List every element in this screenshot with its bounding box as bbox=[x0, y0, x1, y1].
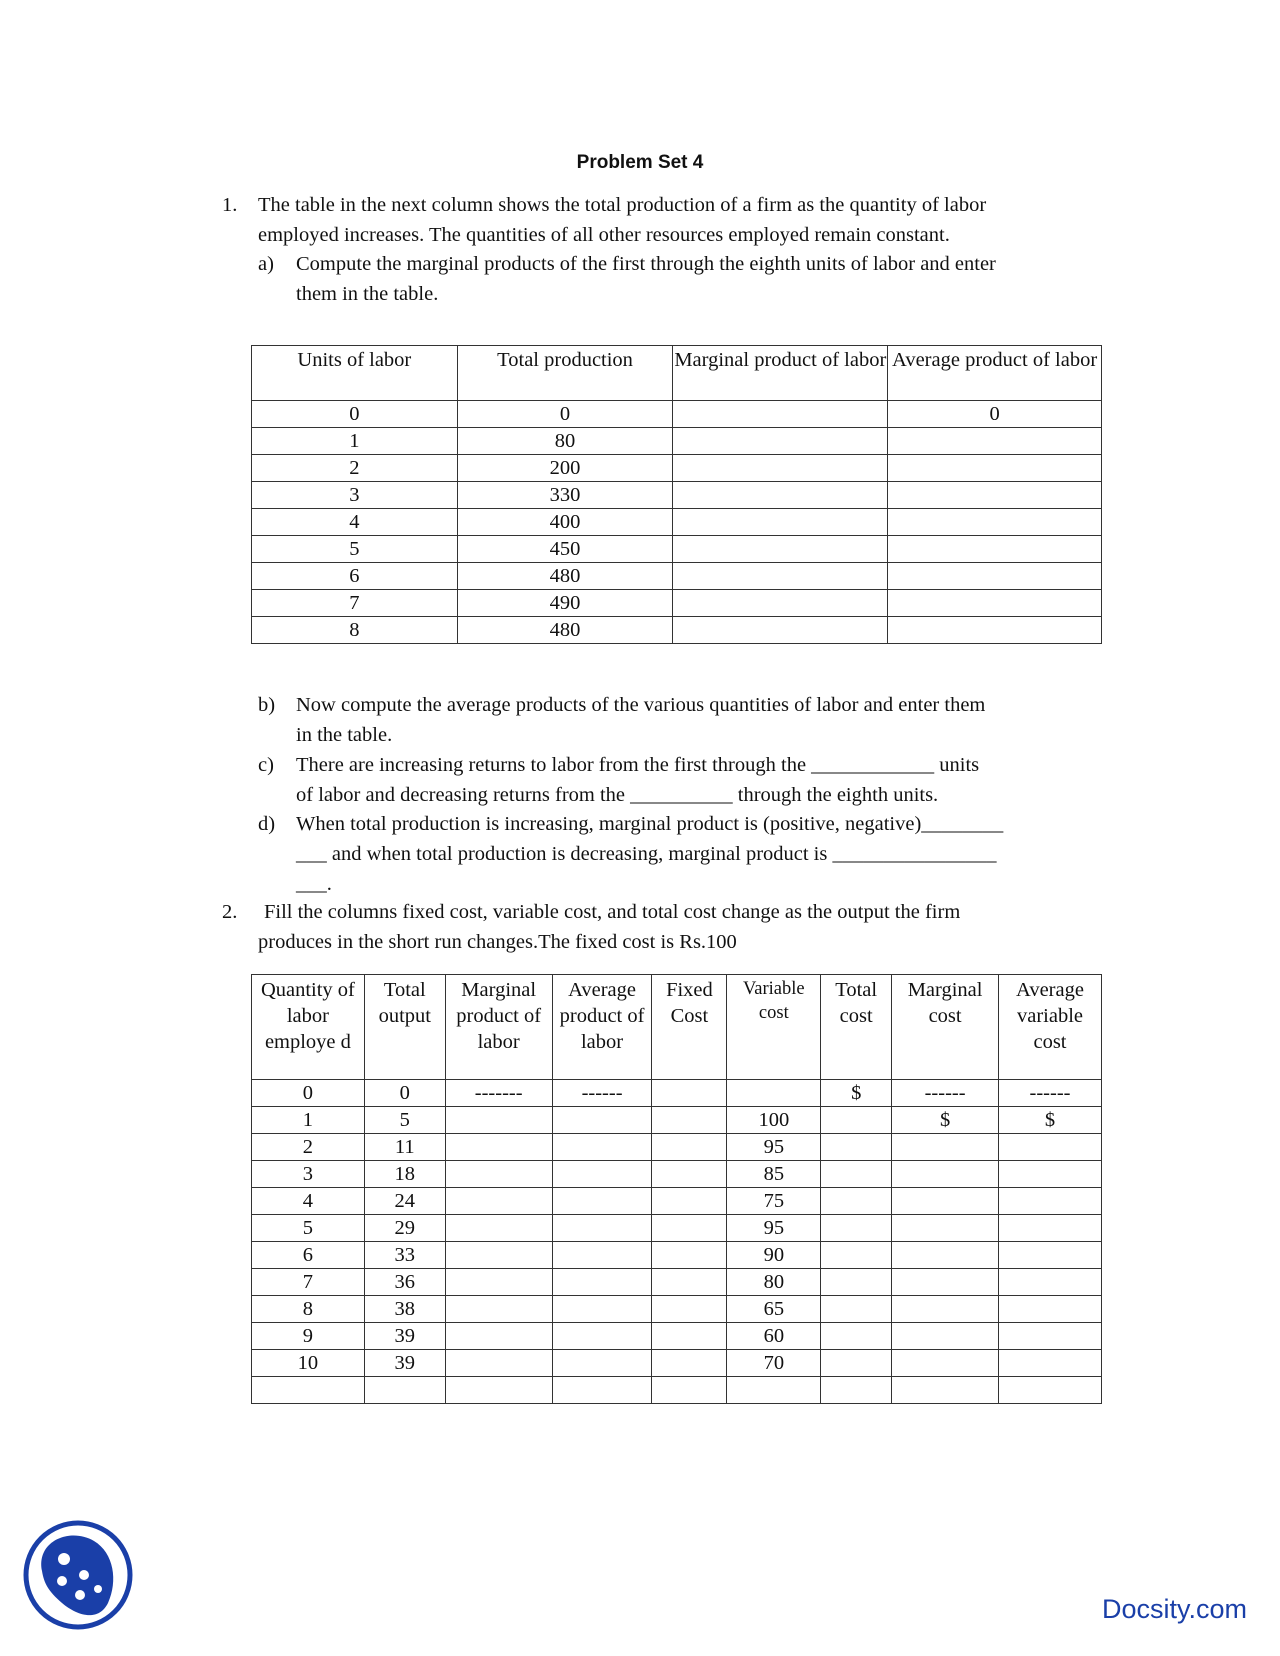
table-row bbox=[252, 1215, 1102, 1242]
q1-a-label: a) bbox=[258, 253, 274, 275]
q1-d-label: d) bbox=[258, 813, 276, 835]
table-cell bbox=[892, 1161, 999, 1188]
table-cell bbox=[999, 1215, 1102, 1242]
table-row bbox=[252, 1080, 1102, 1107]
table-row bbox=[252, 509, 1102, 536]
table-cell bbox=[652, 1161, 727, 1188]
table-cell: 5 bbox=[252, 1215, 365, 1242]
table-cell bbox=[445, 1215, 552, 1242]
header-total-cost: Total cost bbox=[821, 975, 892, 1080]
table-cell: 480 bbox=[457, 617, 673, 644]
header-marginal-product: Marginal product of labor bbox=[445, 975, 552, 1080]
table-cell: 8 bbox=[252, 617, 458, 644]
table-cell bbox=[821, 1269, 892, 1296]
table-header-row bbox=[252, 975, 1102, 1080]
table-cell bbox=[892, 1242, 999, 1269]
header-average-product: Average product of labor bbox=[888, 346, 1102, 401]
table-cell bbox=[821, 1377, 892, 1404]
table-cell bbox=[821, 1188, 892, 1215]
table-cell: 0 bbox=[364, 1080, 445, 1107]
table-cell: 2 bbox=[252, 1134, 365, 1161]
table-row bbox=[252, 482, 1102, 509]
question-2-intro-line1: Fill the columns fixed cost, variable cost, and total cost change as the output the firm bbox=[264, 901, 961, 923]
table-cell bbox=[999, 1296, 1102, 1323]
table-cell bbox=[888, 455, 1102, 482]
table-cell: 4 bbox=[252, 1188, 365, 1215]
table-cell: 6 bbox=[252, 563, 458, 590]
header-marginal-cost: Marginal cost bbox=[892, 975, 999, 1080]
header-quantity-of-labor: Quantity of labor employe d bbox=[252, 975, 365, 1080]
table-cell: 200 bbox=[457, 455, 673, 482]
table-cell bbox=[888, 617, 1102, 644]
brand-name[interactable]: Docsity.com bbox=[1102, 1594, 1248, 1624]
table-row bbox=[252, 1296, 1102, 1323]
table-cell bbox=[821, 1134, 892, 1161]
table-cell bbox=[999, 1350, 1102, 1377]
table-cell bbox=[445, 1269, 552, 1296]
table-cell bbox=[821, 1350, 892, 1377]
question-1-intro-line1: The table in the next column shows the total production of a firm as the quantity of labor bbox=[258, 194, 987, 216]
table-cell bbox=[652, 1134, 727, 1161]
table-cell bbox=[445, 1161, 552, 1188]
table-cell bbox=[552, 1377, 652, 1404]
table-cell bbox=[892, 1188, 999, 1215]
table-cell bbox=[252, 1377, 365, 1404]
table-cell bbox=[552, 1134, 652, 1161]
table-row bbox=[252, 1242, 1102, 1269]
table-cell bbox=[888, 482, 1102, 509]
labor-production-table bbox=[251, 345, 1102, 644]
table-cell bbox=[673, 455, 888, 482]
table-cell bbox=[888, 428, 1102, 455]
page-title: Problem Set 4 bbox=[576, 152, 704, 173]
table-cell: 400 bbox=[457, 509, 673, 536]
table-cell bbox=[652, 1269, 727, 1296]
table-cell bbox=[552, 1269, 652, 1296]
table-cell bbox=[552, 1107, 652, 1134]
table-cell bbox=[821, 1161, 892, 1188]
table-cell bbox=[552, 1242, 652, 1269]
table-cell bbox=[673, 401, 888, 428]
table-row bbox=[252, 536, 1102, 563]
table-cell bbox=[552, 1296, 652, 1323]
header-total-output: Total output bbox=[364, 975, 445, 1080]
q1-b-label: b) bbox=[258, 694, 276, 716]
labor-production-table-body bbox=[252, 401, 1102, 644]
table-cell bbox=[364, 1377, 445, 1404]
table-cell: 5 bbox=[364, 1107, 445, 1134]
table-cell bbox=[673, 428, 888, 455]
table-cell: 95 bbox=[727, 1134, 821, 1161]
table-cell: 18 bbox=[364, 1161, 445, 1188]
table-cell bbox=[652, 1323, 727, 1350]
table-cell: 95 bbox=[727, 1215, 821, 1242]
header-average-variable-cost: Average variable cost bbox=[999, 975, 1102, 1080]
table-cell bbox=[673, 563, 888, 590]
table-cell: 1 bbox=[252, 1107, 365, 1134]
table-cell: ------ bbox=[552, 1080, 652, 1107]
header-variable-cost: Variable cost bbox=[727, 975, 821, 1080]
table-cell bbox=[821, 1296, 892, 1323]
table-cell bbox=[999, 1188, 1102, 1215]
table-cell: 75 bbox=[727, 1188, 821, 1215]
table-cell bbox=[445, 1107, 552, 1134]
table-cell: 39 bbox=[364, 1350, 445, 1377]
table-cell: 85 bbox=[727, 1161, 821, 1188]
table-row bbox=[252, 1377, 1102, 1404]
table-cell bbox=[445, 1377, 552, 1404]
table-cell: 11 bbox=[364, 1134, 445, 1161]
table-cell bbox=[652, 1215, 727, 1242]
table-cell: 4 bbox=[252, 509, 458, 536]
question-2-number: 2. bbox=[222, 901, 238, 923]
table-cell bbox=[892, 1377, 999, 1404]
table-cell bbox=[892, 1350, 999, 1377]
q1-c-line2: of labor and decreasing returns from the __________ through the eighth units. bbox=[296, 784, 939, 806]
header-units-of-labor: Units of labor bbox=[252, 346, 458, 401]
table-cell: $ bbox=[999, 1107, 1102, 1134]
table-cell bbox=[552, 1350, 652, 1377]
table-cell: 0 bbox=[457, 401, 673, 428]
table-cell bbox=[999, 1323, 1102, 1350]
header-average-product: Average product of labor bbox=[552, 975, 652, 1080]
table-cell: 80 bbox=[457, 428, 673, 455]
table-cell bbox=[888, 590, 1102, 617]
table-cell: 24 bbox=[364, 1188, 445, 1215]
table-cell bbox=[552, 1215, 652, 1242]
q1-b-line2: in the table. bbox=[296, 724, 393, 746]
table-row bbox=[252, 617, 1102, 644]
table-cell: 7 bbox=[252, 1269, 365, 1296]
table-cell bbox=[727, 1080, 821, 1107]
table-cell: 490 bbox=[457, 590, 673, 617]
table-cell: 9 bbox=[252, 1323, 365, 1350]
table-cell bbox=[888, 536, 1102, 563]
table-cell bbox=[652, 1107, 727, 1134]
q1-b-line1: Now compute the average products of the various quantities of labor and enter them bbox=[296, 694, 986, 716]
table-cell: 80 bbox=[727, 1269, 821, 1296]
q1-a-line1: Compute the marginal products of the first through the eighth units of labor and enter bbox=[296, 253, 996, 275]
table-cell bbox=[673, 482, 888, 509]
table-cell: ------ bbox=[892, 1080, 999, 1107]
table-cell: 29 bbox=[364, 1215, 445, 1242]
table-row bbox=[252, 428, 1102, 455]
table-cell bbox=[673, 536, 888, 563]
q1-d-line3: ___. bbox=[296, 873, 332, 895]
table-cell: ------- bbox=[445, 1080, 552, 1107]
table-cell bbox=[999, 1134, 1102, 1161]
table-cell: $ bbox=[892, 1107, 999, 1134]
table-cell: $ bbox=[821, 1080, 892, 1107]
table-cell: 330 bbox=[457, 482, 673, 509]
question-1-intro-line2: employed increases. The quantities of all other resources employed remain constant. bbox=[258, 224, 950, 246]
question-1-number: 1. bbox=[222, 194, 238, 216]
table-cell bbox=[445, 1134, 552, 1161]
q1-a-line2: them in the table. bbox=[296, 283, 439, 305]
table-cell bbox=[999, 1269, 1102, 1296]
table-cell bbox=[821, 1242, 892, 1269]
cost-table-body bbox=[252, 1080, 1102, 1404]
table-cell bbox=[552, 1161, 652, 1188]
table-row bbox=[252, 401, 1102, 428]
table-cell bbox=[652, 1080, 727, 1107]
table-row bbox=[252, 1107, 1102, 1134]
header-marginal-product: Marginal product of labor bbox=[673, 346, 888, 401]
table-cell: 480 bbox=[457, 563, 673, 590]
table-cell bbox=[892, 1323, 999, 1350]
table-row bbox=[252, 590, 1102, 617]
table-cell: 7 bbox=[252, 590, 458, 617]
table-header-row bbox=[252, 346, 1102, 401]
q1-d-line1: When total production is increasing, marginal product is (positive, negative)________ bbox=[296, 813, 1004, 835]
table-cell bbox=[673, 617, 888, 644]
table-row bbox=[252, 1134, 1102, 1161]
table-cell bbox=[888, 563, 1102, 590]
table-row bbox=[252, 1188, 1102, 1215]
table-cell: 3 bbox=[252, 1161, 365, 1188]
cost-table bbox=[251, 974, 1102, 1404]
table-cell: 100 bbox=[727, 1107, 821, 1134]
table-cell bbox=[727, 1377, 821, 1404]
table-row bbox=[252, 455, 1102, 482]
table-cell bbox=[821, 1107, 892, 1134]
table-cell: 0 bbox=[888, 401, 1102, 428]
table-cell: 0 bbox=[252, 1080, 365, 1107]
table-cell bbox=[888, 509, 1102, 536]
table-cell: 36 bbox=[364, 1269, 445, 1296]
table-cell: 65 bbox=[727, 1296, 821, 1323]
table-cell bbox=[652, 1350, 727, 1377]
table-row bbox=[252, 1323, 1102, 1350]
table-cell: 3 bbox=[252, 482, 458, 509]
table-cell: 5 bbox=[252, 536, 458, 563]
table-row bbox=[252, 563, 1102, 590]
table-cell bbox=[552, 1188, 652, 1215]
q1-c-label: c) bbox=[258, 754, 274, 776]
table-cell: 60 bbox=[727, 1323, 821, 1350]
table-cell bbox=[821, 1323, 892, 1350]
table-cell: ------ bbox=[999, 1080, 1102, 1107]
table-cell: 2 bbox=[252, 455, 458, 482]
table-cell: 90 bbox=[727, 1242, 821, 1269]
table-cell: 450 bbox=[457, 536, 673, 563]
header-fixed-cost: Fixed Cost bbox=[652, 975, 727, 1080]
table-cell bbox=[552, 1323, 652, 1350]
table-cell: 6 bbox=[252, 1242, 365, 1269]
table-cell bbox=[652, 1242, 727, 1269]
table-cell bbox=[821, 1215, 892, 1242]
table-cell bbox=[673, 509, 888, 536]
question-2-intro-line2: produces in the short run changes.The fixed cost is Rs.100 bbox=[258, 931, 737, 953]
table-cell: 38 bbox=[364, 1296, 445, 1323]
table-cell bbox=[652, 1296, 727, 1323]
table-cell: 10 bbox=[252, 1350, 365, 1377]
table-row bbox=[252, 1350, 1102, 1377]
table-cell bbox=[999, 1242, 1102, 1269]
table-cell bbox=[445, 1242, 552, 1269]
table-cell bbox=[673, 590, 888, 617]
q1-d-line2: ___ and when total production is decreasing, marginal product is ________________ bbox=[296, 843, 997, 865]
header-total-production: Total production bbox=[457, 346, 673, 401]
table-cell: 8 bbox=[252, 1296, 365, 1323]
table-cell bbox=[445, 1350, 552, 1377]
table-row bbox=[252, 1161, 1102, 1188]
table-cell: 70 bbox=[727, 1350, 821, 1377]
q1-c-line1: There are increasing returns to labor from the first through the ____________ units bbox=[296, 754, 980, 776]
table-cell: 33 bbox=[364, 1242, 445, 1269]
table-cell bbox=[445, 1188, 552, 1215]
table-cell bbox=[652, 1377, 727, 1404]
table-cell bbox=[445, 1296, 552, 1323]
table-cell: 1 bbox=[252, 428, 458, 455]
table-cell bbox=[445, 1323, 552, 1350]
table-cell: 0 bbox=[252, 401, 458, 428]
table-cell bbox=[652, 1188, 727, 1215]
table-cell bbox=[892, 1269, 999, 1296]
table-cell bbox=[892, 1215, 999, 1242]
table-row bbox=[252, 1269, 1102, 1296]
table-cell bbox=[892, 1134, 999, 1161]
table-cell: 39 bbox=[364, 1323, 445, 1350]
table-cell bbox=[999, 1161, 1102, 1188]
table-cell bbox=[892, 1296, 999, 1323]
table-cell bbox=[999, 1377, 1102, 1404]
docsity-logo-icon bbox=[22, 1519, 134, 1631]
